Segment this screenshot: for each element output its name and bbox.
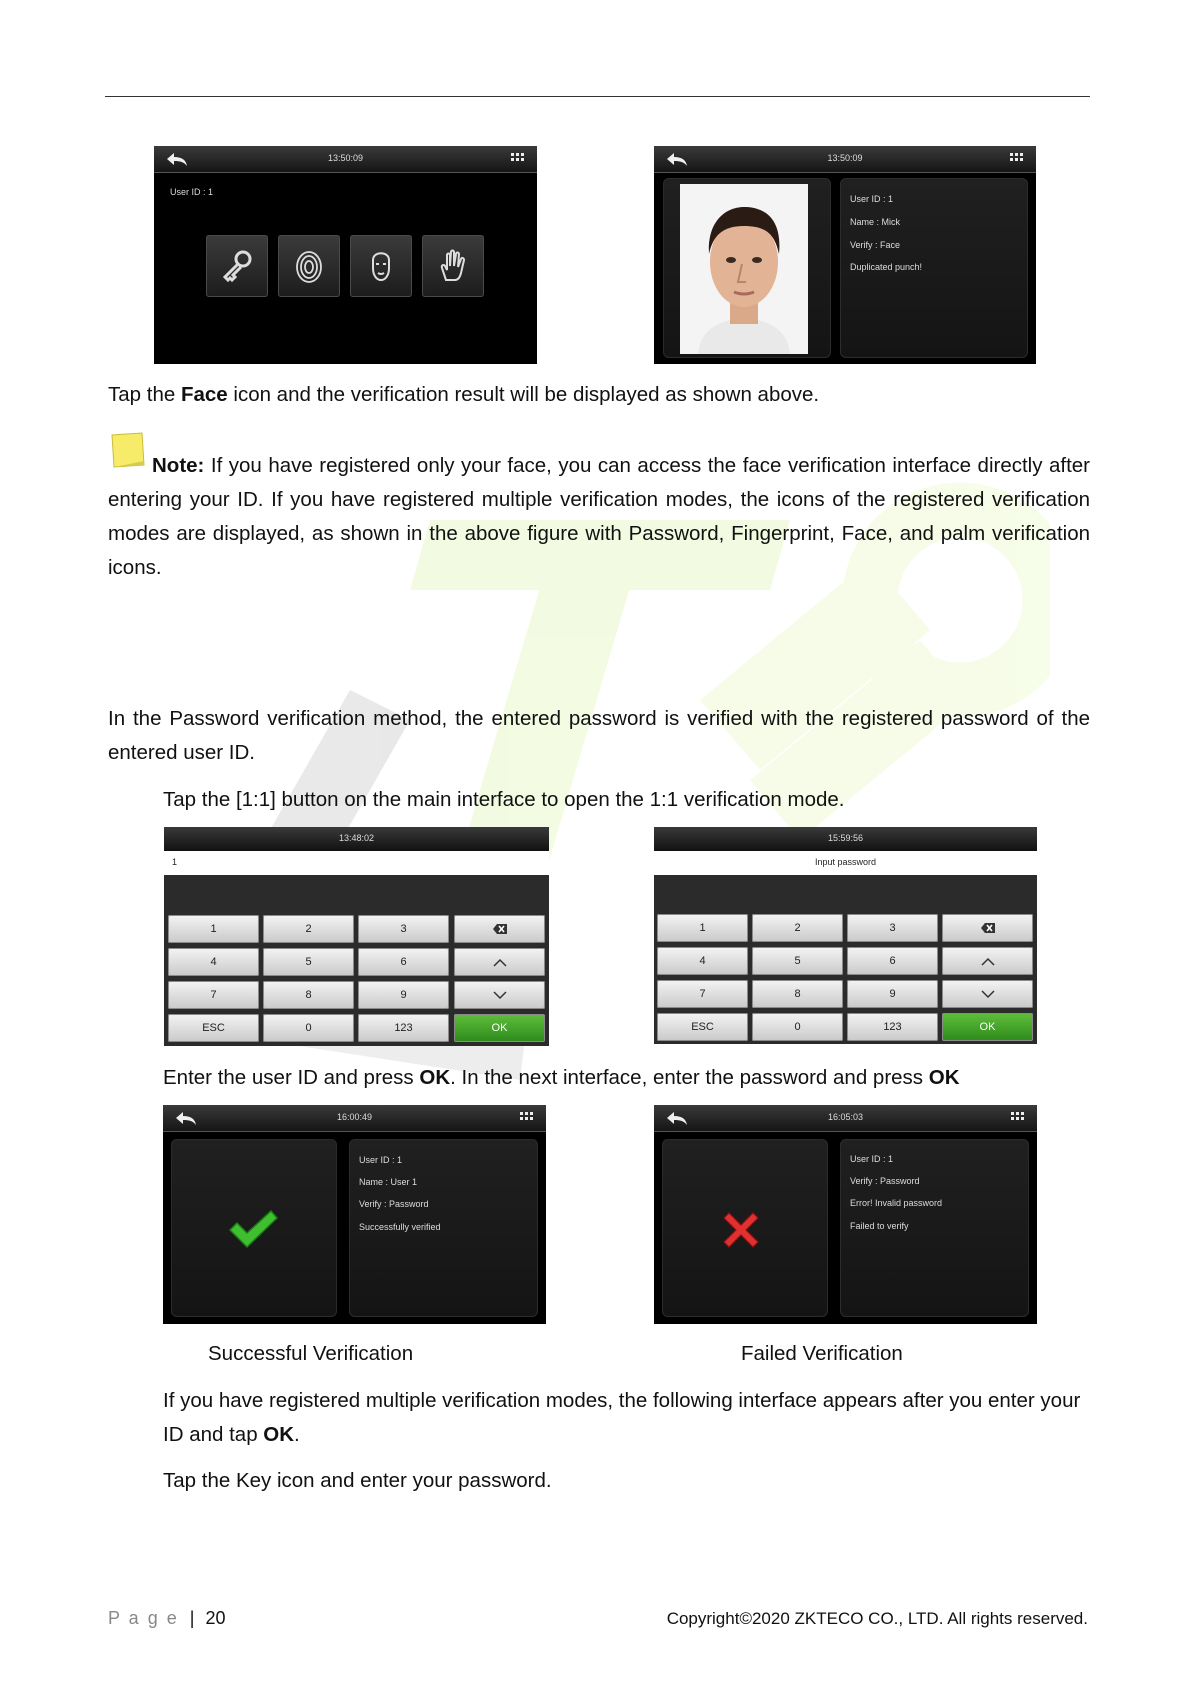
chevron-down-icon (492, 989, 508, 1001)
paragraph-tap-11: Tap the [1:1] button on the main interface to open the 1:1 verification mode. (163, 788, 845, 811)
backspace-key[interactable] (942, 914, 1033, 942)
checkmark-icon (227, 1208, 279, 1250)
header-rule (105, 96, 1090, 97)
fingerprint-verify-button[interactable] (278, 235, 340, 297)
key-7[interactable]: 7 (168, 981, 259, 1009)
screen-select-modes (154, 146, 537, 364)
up-key[interactable] (942, 947, 1033, 975)
key-5[interactable]: 5 (752, 947, 843, 975)
key-8[interactable]: 8 (752, 980, 843, 1008)
status-bar (654, 1105, 1037, 1132)
clock: 16:05:03 (827, 1112, 864, 1122)
info-line: Verify : Password (850, 1176, 920, 1186)
key-9[interactable]: 9 (358, 981, 449, 1009)
up-key[interactable] (454, 948, 545, 976)
info-line: Duplicated punch! (850, 262, 923, 272)
key-3[interactable]: 3 (358, 915, 449, 943)
info-line: Error! Invalid password (850, 1198, 943, 1208)
paragraph-multiple-modes: If you have registered multiple verification modes, the following interface appears after you enter your ID and tap OK. (163, 1389, 1081, 1446)
paragraph-tap-face: Tap the Face icon and the verification result will be displayed as shown above. (108, 383, 820, 406)
info-line: User ID : 1 (850, 194, 894, 204)
user-id-label: User ID : 1 (170, 187, 214, 197)
clock: 16:00:49 (336, 1112, 373, 1122)
paragraph-tap-key: Tap the Key icon and enter your password. (163, 1469, 552, 1492)
backspace-icon (492, 923, 508, 935)
footer-page (108, 1608, 225, 1629)
status-bar: 13:48:02 (164, 827, 549, 851)
key-verify-button[interactable] (206, 235, 268, 297)
key-icon (217, 246, 257, 286)
status-bar (163, 1105, 546, 1132)
key-123[interactable]: 123 (847, 1013, 938, 1041)
down-key[interactable] (942, 980, 1033, 1008)
key-3[interactable]: 3 (847, 914, 938, 942)
ok-key[interactable]: OK (942, 1013, 1033, 1041)
note-paragraph: Note: If you have registered only your face, you can access the face verification interface directly after entering your ID. If you have registered multiple verification modes, the icons of the registered verification modes are displayed, as shown in the above figure with Password, Fingerprint, Face, and palm verification icons. (108, 454, 1090, 579)
key-8[interactable]: 8 (263, 981, 354, 1009)
clock: 13:50:09 (327, 153, 364, 163)
key-6[interactable]: 6 (847, 947, 938, 975)
password-input[interactable]: Input password (654, 851, 1037, 875)
chevron-down-icon (980, 988, 996, 1000)
status-bar (154, 146, 537, 173)
info-line: User ID : 1 (359, 1155, 403, 1165)
menu-grid-icon[interactable] (1010, 153, 1024, 165)
screen-keypad-password (654, 827, 1037, 1044)
status-bar: 15:59:56 (654, 827, 1037, 851)
key-5[interactable]: 5 (263, 948, 354, 976)
page-separator: | (189, 1608, 195, 1628)
palm-icon (433, 246, 473, 286)
clock: 13:50:09 (827, 153, 863, 163)
menu-grid-icon[interactable] (511, 153, 525, 165)
page-number: 20 (205, 1608, 226, 1628)
face-icon (361, 246, 401, 286)
key-4[interactable]: 4 (168, 948, 259, 976)
footer-copyright: Copyright©2020 ZKTECO CO., LTD. All rights reserved. (666, 1609, 1088, 1628)
face-verify-button[interactable] (350, 235, 412, 297)
info-line: Verify : Face (850, 240, 901, 250)
key-2[interactable]: 2 (752, 914, 843, 942)
info-line: Verify : Password (359, 1199, 429, 1209)
info-line: Name : User 1 (359, 1177, 418, 1187)
chevron-up-icon (492, 956, 508, 968)
esc-key[interactable]: ESC (657, 1013, 748, 1041)
key-0[interactable]: 0 (263, 1014, 354, 1042)
status-bar (654, 146, 1036, 173)
screen-failed (654, 1105, 1037, 1324)
menu-grid-icon[interactable] (1011, 1112, 1025, 1124)
down-key[interactable] (454, 981, 545, 1009)
info-line: User ID : 1 (850, 1154, 894, 1164)
caption-failed: Failed Verification (741, 1342, 903, 1365)
chevron-up-icon (980, 955, 996, 967)
key-1[interactable]: 1 (657, 914, 748, 942)
key-123[interactable]: 123 (358, 1014, 449, 1042)
esc-key[interactable]: ESC (168, 1014, 259, 1042)
screen-success (163, 1105, 546, 1324)
info-line: Name : Mick (850, 217, 901, 227)
info-line: Failed to verify (850, 1221, 909, 1231)
key-1[interactable]: 1 (168, 915, 259, 943)
user-face-photo (680, 184, 808, 354)
cross-icon (720, 1209, 762, 1251)
key-9[interactable]: 9 (847, 980, 938, 1008)
paragraph-enter-user-id: Enter the user ID and press OK. In the next interface, enter the password and press OK (163, 1066, 960, 1089)
key-7[interactable]: 7 (657, 980, 748, 1008)
screen-keypad-user-id (164, 827, 549, 1046)
screen-face-result (654, 146, 1036, 364)
palm-verify-button[interactable] (422, 235, 484, 297)
menu-grid-icon[interactable] (520, 1112, 534, 1124)
page-label: P a g e (108, 1608, 179, 1628)
key-4[interactable]: 4 (657, 947, 748, 975)
fingerprint-icon (289, 246, 329, 286)
backspace-key[interactable] (454, 915, 545, 943)
note-label: Note: (152, 454, 205, 477)
user-id-input[interactable]: 1 (164, 851, 549, 875)
key-2[interactable]: 2 (263, 915, 354, 943)
key-6[interactable]: 6 (358, 948, 449, 976)
paragraph-password-method: In the Password verification method, the entered password is verified with the registered password of the entered user ID. (108, 707, 1090, 764)
ok-key[interactable]: OK (454, 1014, 545, 1042)
info-line: Successfully verified (359, 1222, 441, 1232)
caption-success: Successful Verification (208, 1342, 414, 1365)
key-0[interactable]: 0 (752, 1013, 843, 1041)
backspace-icon (980, 922, 996, 934)
